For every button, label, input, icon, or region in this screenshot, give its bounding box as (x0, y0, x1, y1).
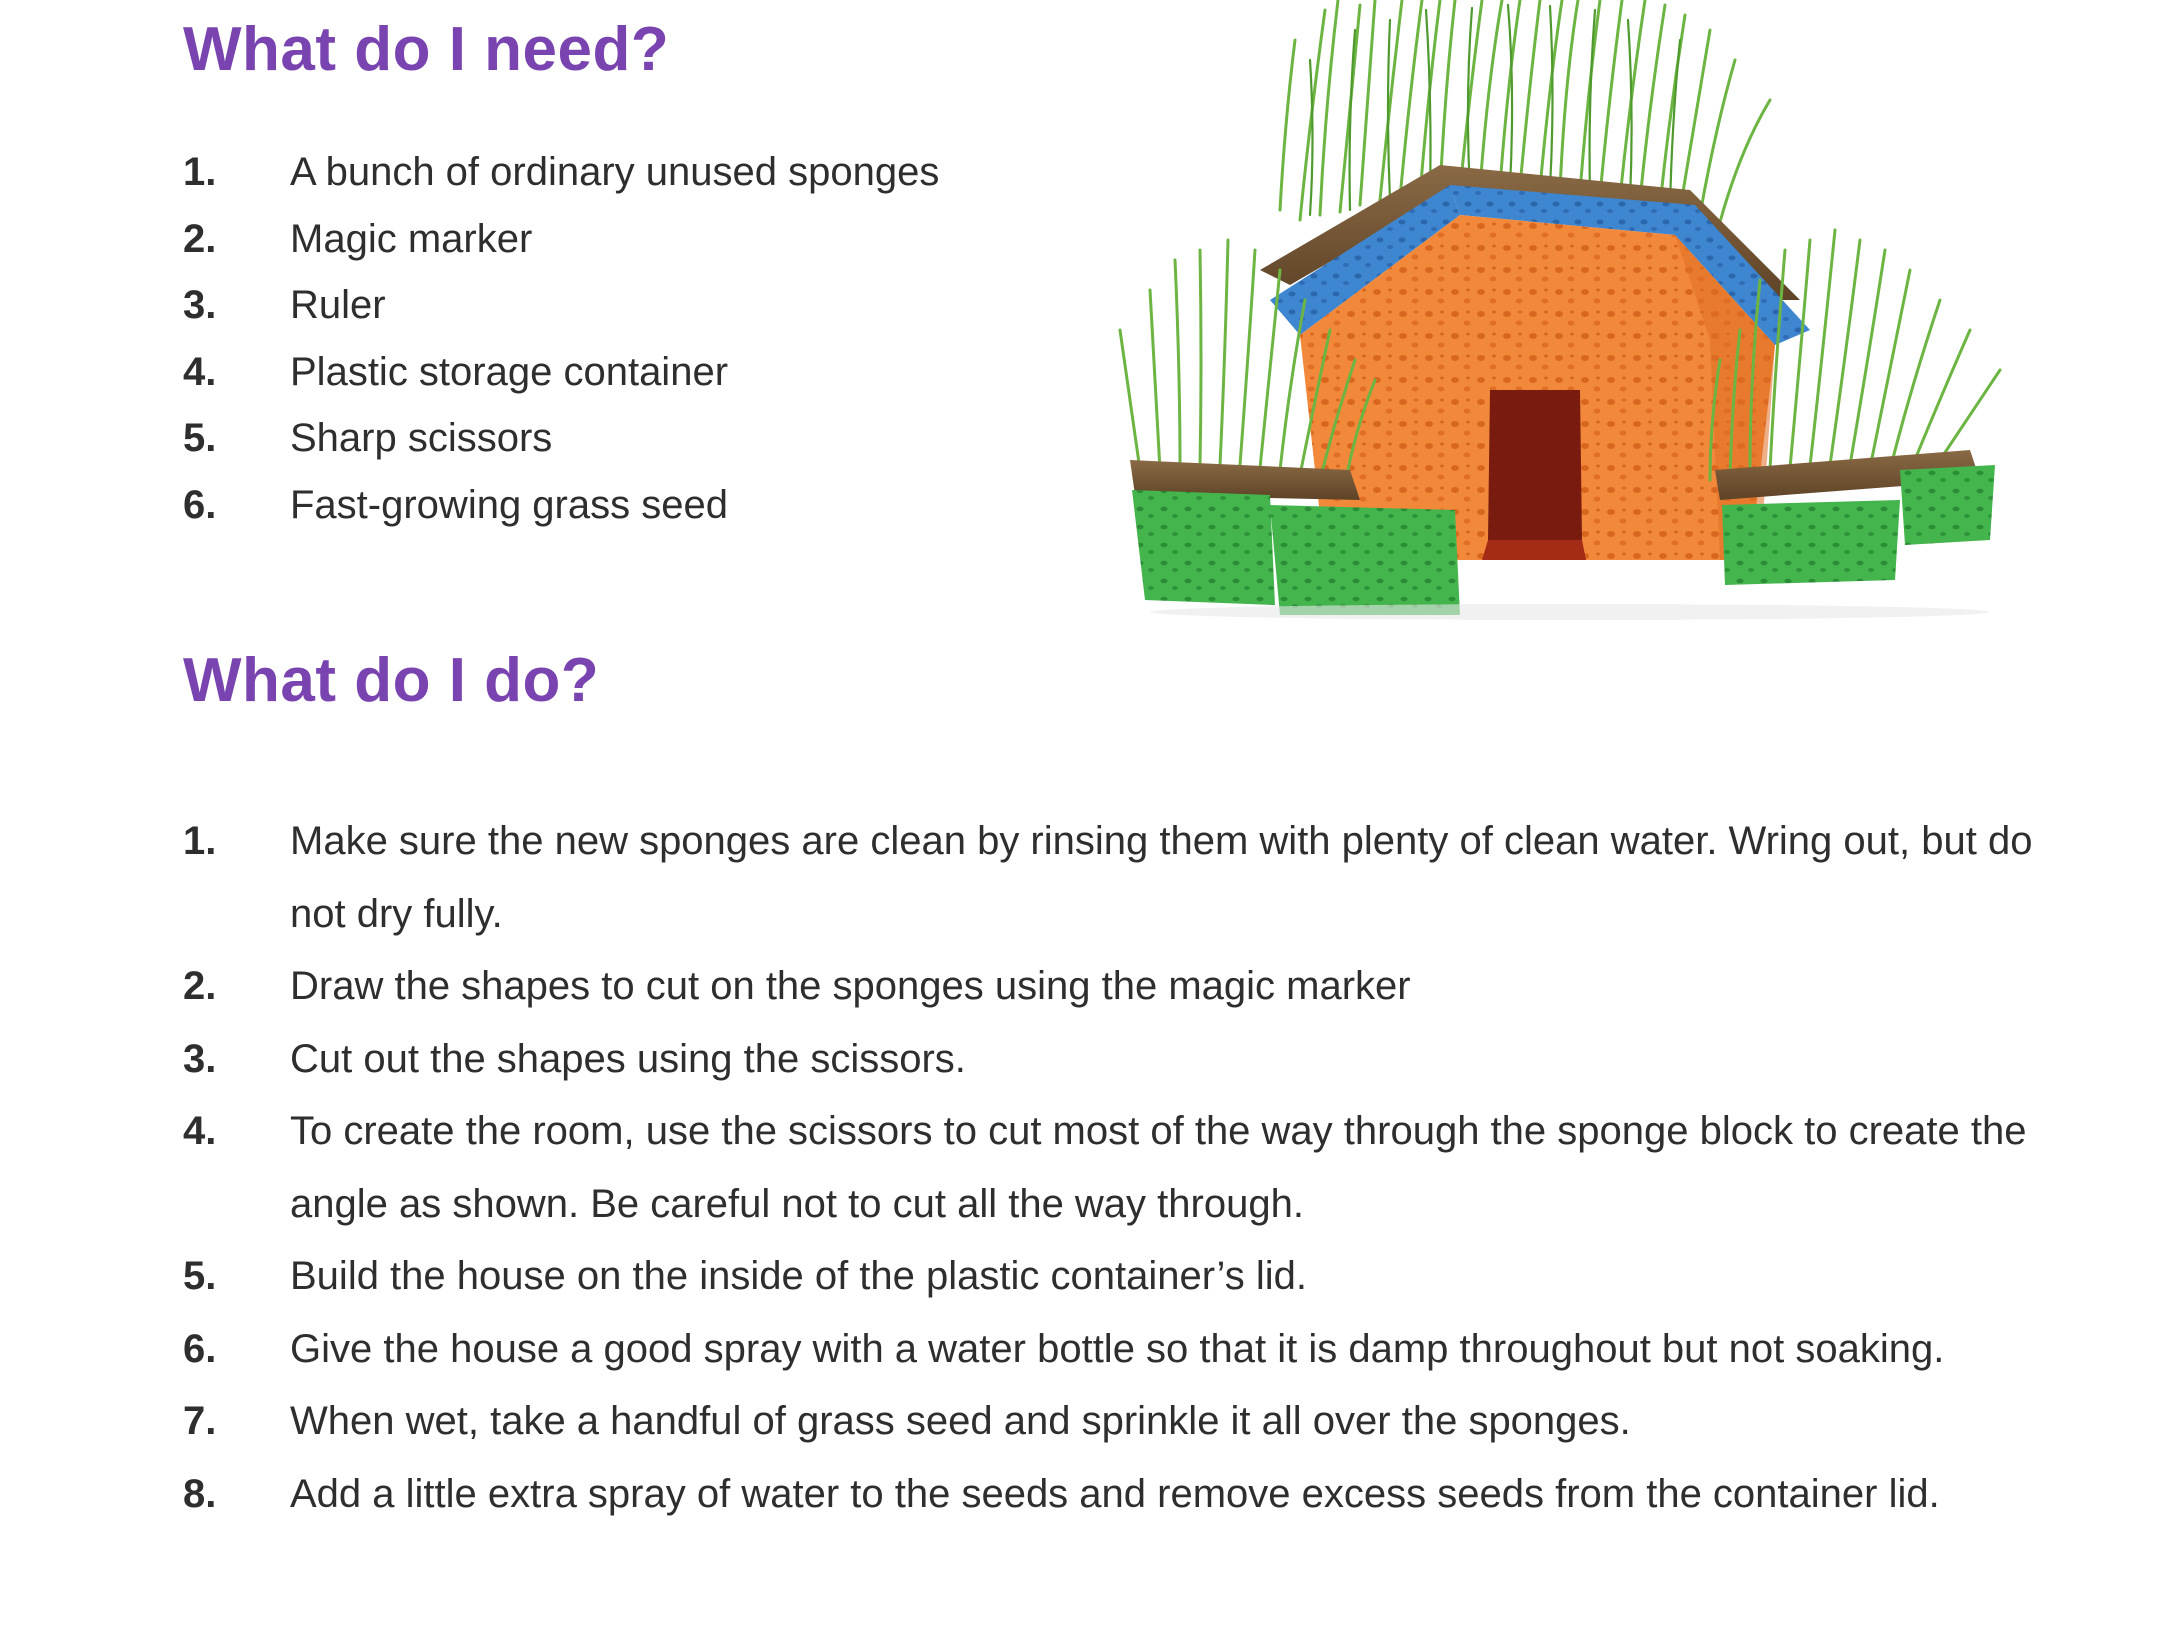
base-sponge-1 (1132, 490, 1275, 605)
step-item (183, 950, 2133, 1023)
item-text: Make sure the new sponges are clean by rinsing them with plenty of clean water. Wring out, but do not dry fully. (290, 819, 2033, 936)
materials-list (183, 147, 1083, 547)
item-number: 1. (183, 150, 217, 194)
step-item (183, 1458, 2133, 1531)
step-item (183, 1240, 2133, 1313)
item-text: When wet, take a handful of grass seed and sprinkle it all over the sponges. (290, 1399, 1631, 1443)
material-item (183, 347, 1083, 414)
item-number: 7. (183, 1399, 217, 1443)
item-number: 3. (183, 1036, 217, 1081)
material-item (183, 147, 1083, 214)
material-item (183, 214, 1083, 281)
what-do-i-do-heading: What do I do? (183, 646, 600, 715)
item-number: 5. (183, 1254, 217, 1298)
item-number: 4. (183, 1109, 217, 1153)
item-number: 5. (183, 416, 217, 461)
step-item (183, 805, 2133, 950)
item-number: 8. (183, 1471, 217, 1516)
what-do-i-need-heading: What do I need? (183, 15, 670, 84)
item-text: Give the house a good spray with a water bottle so that it is damp throughout but not soaking. (290, 1326, 1945, 1371)
item-number: 6. (183, 1326, 217, 1371)
step-item (183, 1313, 2133, 1386)
material-item (183, 280, 1083, 347)
item-number: 1. (183, 819, 217, 863)
item-text: Cut out the shapes using the scissors. (290, 1036, 966, 1081)
base-sponge-2 (1270, 505, 1460, 615)
step-item (183, 1095, 2133, 1240)
item-number: 2. (183, 216, 217, 261)
item-text: Add a little extra spray of water to the seeds and remove excess seeds from the container lid. (290, 1471, 1940, 1516)
sponge-grass-house-illustration (1110, 0, 2030, 620)
item-text: Draw the shapes to cut on the sponges using the magic marker (290, 964, 1411, 1008)
base-sponge-3 (1722, 500, 1900, 585)
item-text: Fast-growing grass seed (290, 482, 728, 527)
steps-list (183, 805, 2133, 1530)
item-text: Sharp scissors (290, 416, 553, 461)
item-number: 6. (183, 482, 217, 527)
item-text: A bunch of ordinary unused sponges (290, 150, 940, 194)
material-item (183, 413, 1083, 480)
material-item (183, 480, 1083, 547)
house-door (1488, 390, 1582, 540)
step-item (183, 1023, 2133, 1096)
base-sponge-4 (1900, 465, 1995, 545)
item-text: To create the room, use the scissors to cut most of the way through the sponge block to create the angle as shown. Be careful not to cut all the way through. (290, 1109, 2027, 1226)
item-text: Magic marker (290, 216, 533, 261)
item-number: 2. (183, 964, 217, 1008)
item-number: 3. (183, 283, 217, 328)
item-text: Build the house on the inside of the plastic container’s lid. (290, 1254, 1307, 1298)
item-number: 4. (183, 349, 217, 394)
sponge-grass-house-image (1110, 0, 2030, 620)
item-text: Ruler (290, 283, 386, 328)
item-text: Plastic storage container (290, 349, 729, 394)
step-item (183, 1385, 2133, 1458)
